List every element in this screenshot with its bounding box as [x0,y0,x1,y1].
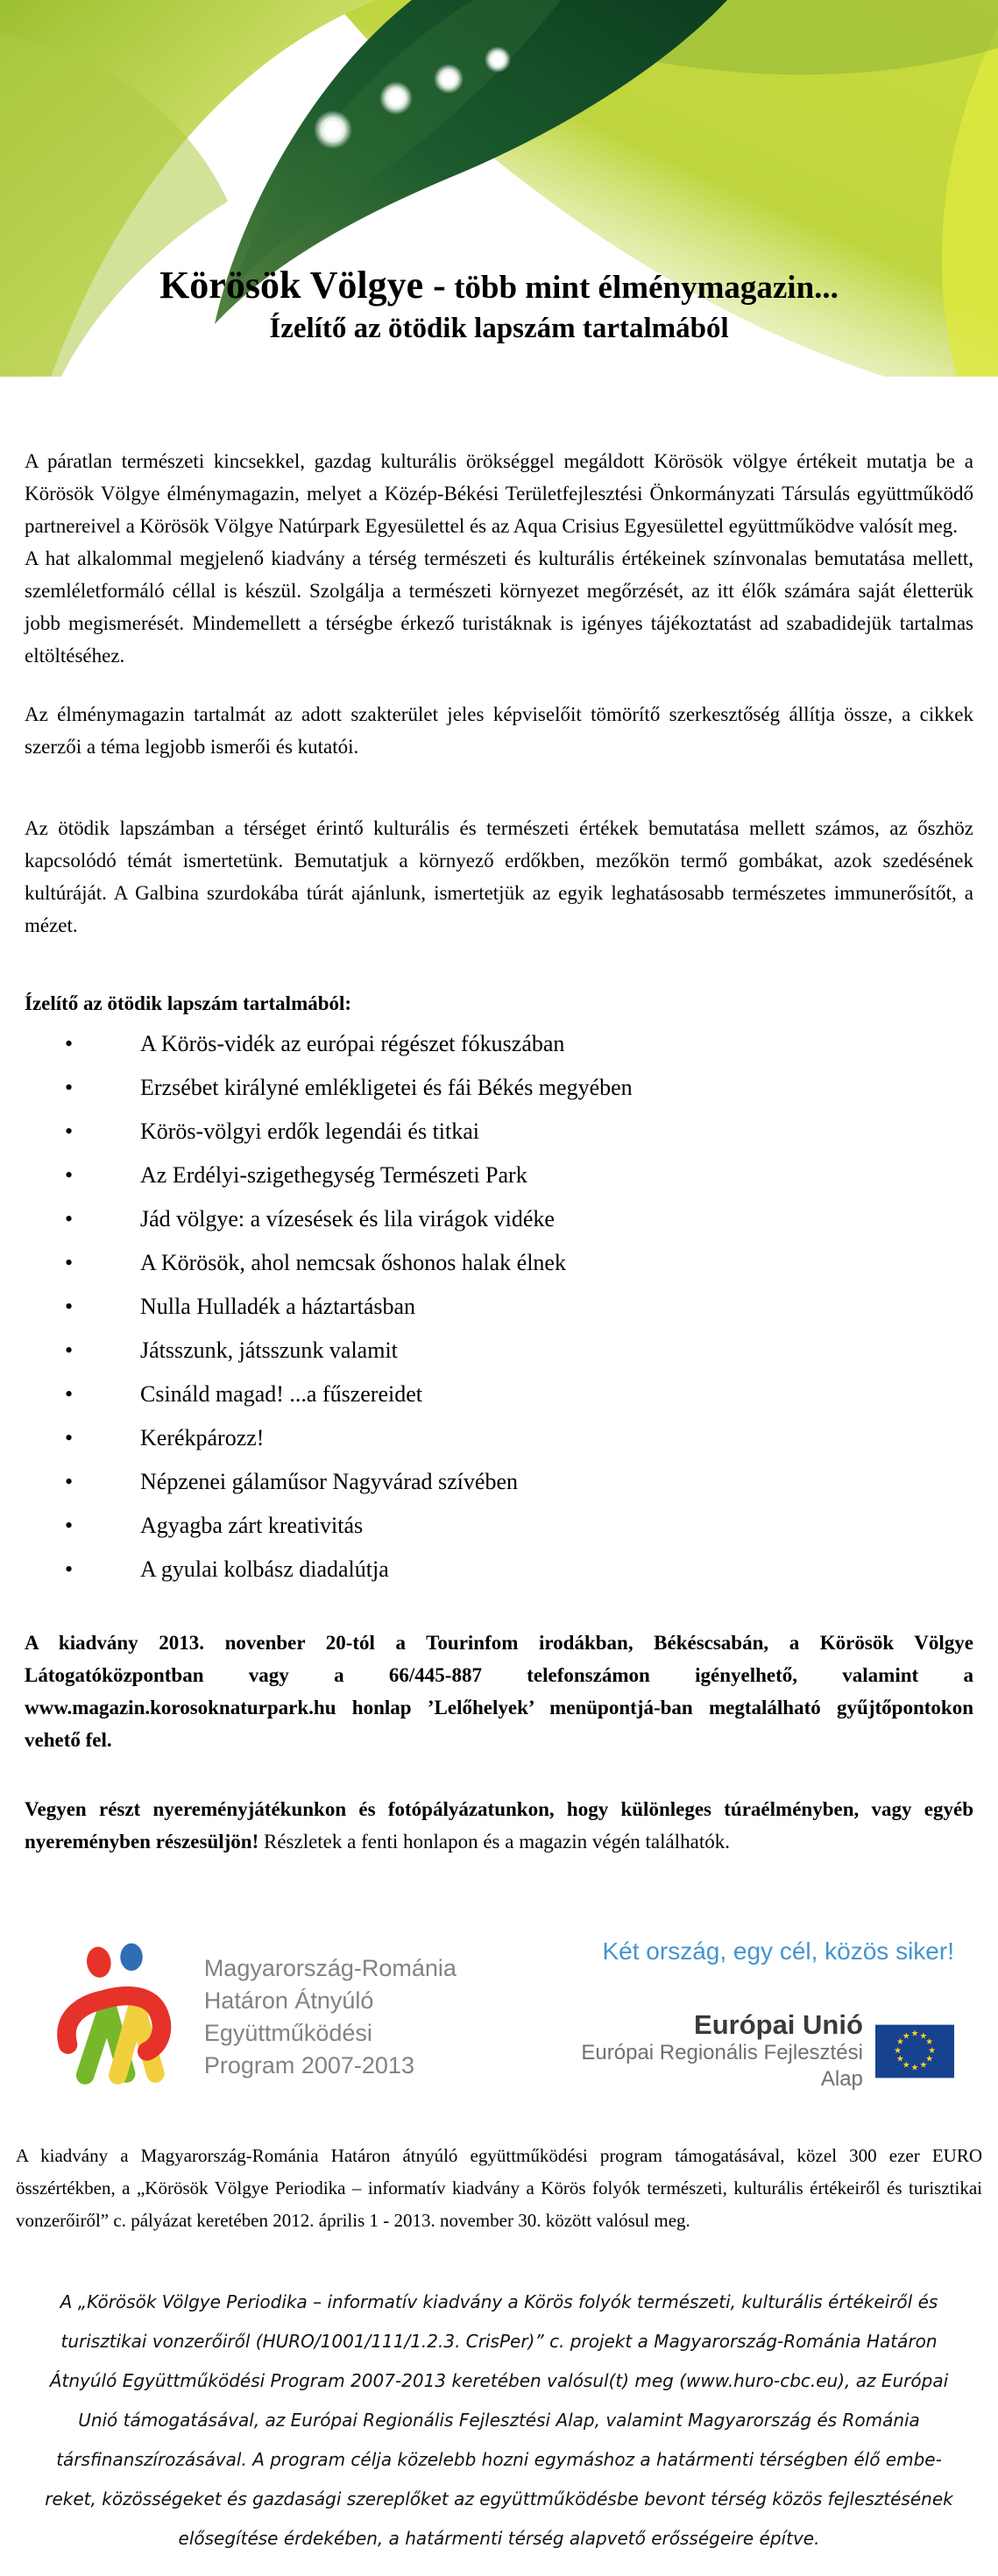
svg-text:★: ★ [910,2063,919,2073]
svg-text:★: ★ [925,2037,933,2048]
svg-text:★: ★ [902,2060,910,2071]
document-body [0,412,998,1858]
svg-text:★: ★ [895,2054,904,2064]
contents-item: • Agyagba zárt kreativitás [25,1504,973,1548]
contents-item: • Jád völgye: a vízesések és lila virágok vidéke [25,1197,973,1241]
eu-subtitle: Európai Regionális Fejlesztési Alap [581,2041,863,2091]
page-title-main: Körösök Völgye - [159,264,446,307]
svg-text:★: ★ [902,2031,910,2042]
project-note: A „Körösök Völgye Periodika – informatív kiadvány a Körös folyók természeti, kulturális értékeiről és turisztikai vonzerőiről (HURO/1001/111/1.2.3. CrisPer)” c. projekt a Magyarország-Románia Határon Átnyúló Együttműködési Program 2007-2013 keretében valósul(t) meg (www.huro-cbc.eu), az Európai Unió támogatásával, az Európai Regionális Fejlesztési Alap, valamint Magyarország és Románia társfinanszírozásával. A program célja közelebb hozni egymáshoz a határmenti térségben élő embe-reket, közösségeket és gazdasági szereplőket az együttműködésbe bevont térség közös fejlesztésének elősegítése érdekében, a határmenti térség alapvető erősségeire építve. [45,2291,953,2549]
intro-paragraph-1: A páratlan természeti kincsekkel, gazdag kulturális örökséggel megáldott Körösök völgye értékeit mutatja be a Körösök Völgye élménymagazin, melyet a Közép-Békési Területfejlesztési Önkormányzati Társulás együttműködő partnereivel a Körösök Völgye Natúrpark Egyesülettel és az Aqua Crisius Egyesülettel együttműködve valósít meg. [25,450,973,537]
svg-text:★: ★ [910,2029,919,2039]
huro-program-name [204,1952,541,2082]
contents-list [25,1022,973,1591]
intro-paragraph-4: Az ötödik lapszámban a térséget érintő kulturális és természeti értékek bemutatása mellett számos, az őszhöz kapcsolódó témát ismertetünk. Bemutatjuk a környező erdőkben, mezőkön termő gombákat, azok szedésének kultúráját. A Galbina szurdokába túrát ajánlunk, ismertetjük az egyik leghatásosabb természetes immunerősítőt, a mézet. [25,817,973,936]
huro-program-line1: Magyarország-Románia [203,1955,457,1981]
huro-program-line3: Program 2007-2013 [203,2052,414,2078]
intro-paragraph-2: A hat alkalommal megjelenő kiadvány a térség természeti és kulturális értékeinek színvonalas bemutatása mellett, szemléletformáló céllal is készül. Szolgálja a természeti környezet megőrzését, az itt élők számára saját életterük jobb megismerését. Mindemellett a térségbe érkező turistáknak is igényes tájékoztatást ad szabadidejük tartalmas eltöltéséhez. [25,547,973,667]
contents-item: • Körös-völgyi erdők legendái és titkai [25,1110,973,1154]
contents-item: • Kerékpározz! [25,1416,973,1460]
logos-section [0,1938,998,2093]
contents-item: • A Körös-vidék az európai régészet fókuszában [25,1022,973,1066]
eu-title: Európai Unió [694,2009,863,2040]
contents-heading: Ízelítő az ötödik lapszám tartalmából: [25,992,352,1014]
huro-program-line2: Határon Átnyúló Együttműködési [203,1987,374,2046]
contents-item: • Csináld magad! ...a fűszereidet [25,1373,973,1416]
contest-call-to-action: Vegyen részt nyereményjátékunkon és fotópályázatunkon, hogy különleges túraélményben, vagy egyéb nyereményben részesüljön! [25,1798,973,1853]
svg-text:★: ★ [919,2031,928,2042]
svg-text:★: ★ [895,2037,904,2048]
page-subtitle: Ízelítő az ötödik lapszám tartalmából [269,313,729,344]
huro-program-logo-block [51,1938,541,2086]
svg-text:★: ★ [893,2045,902,2056]
contents-item: • A Körösök, ahol nemcsak őshonos halak élnek [25,1241,973,1285]
funding-note: A kiadvány a Magyarország-Románia Határon átnyúló együttműködési program támogatásával, közel 300 ezer EURO összértékben, a „Körösök Völgye Periodika – informatív kiadvány a Körös folyók természeti, kulturális értékeiről és turisztikai vonzerőiről” c. pályázat keretében 2012. április 1 - 2013. november 30. között valósul meg. [16,2145,982,2231]
svg-text:★: ★ [919,2060,928,2071]
contest-details: Részletek a fenti honlapon és a magazin végén találhatók. [258,1831,730,1853]
page-title [0,263,998,307]
contents-item: • Erzsébet királyné emlékligetei és fái Békés megyében [25,1066,973,1110]
page-title-tagline: több mint élménymagazin... [445,270,839,306]
contest-paragraph [25,1793,973,1858]
availability-paragraph: A kiadvány 2013. novenber 20-tól a Tourinfom irodákban, Békéscsabán, a Körösök Völgye Látogatóközpontban vagy a 66/445-887 telefonszámon igényelhető, valamint a www.magazin.korosoknaturpark.hu honlap ’Lelőhelyek’ menüpontjá-ban megtalálható gyűjtőpontokon vehető fel. [25,1632,973,1751]
eu-logo-block [541,1938,954,2093]
contents-item: • Nulla Hulladék a háztartásban [25,1285,973,1329]
eu-flag-icon [875,2024,954,2078]
contents-item: • Az Erdélyi-szigethegység Természeti Park [25,1154,973,1197]
svg-text:★: ★ [925,2054,933,2064]
program-slogan: Két ország, egy cél, közös siker! [602,1937,954,1965]
contents-item: • Játsszunk, játsszunk valamit [25,1329,973,1373]
svg-text:★: ★ [928,2045,936,2056]
contents-item: • Népzenei gálaműsor Nagyvárad szívében [25,1460,973,1504]
eu-funding-text [541,2010,863,2093]
huro-figures-icon [51,1938,181,2086]
intro-paragraph-3: Az élménymagazin tartalmát az adott szakterület jeles képviselőit tömörítő szerkesztőség állítja össze, a cikkek szerzői a téma legjobb ismerői és kutatói. [25,703,973,758]
title-block [0,263,998,345]
contents-item: • A gyulai kolbász diadalútja [25,1548,973,1591]
eu-funding-logo [541,2010,954,2093]
document-header [0,0,998,412]
